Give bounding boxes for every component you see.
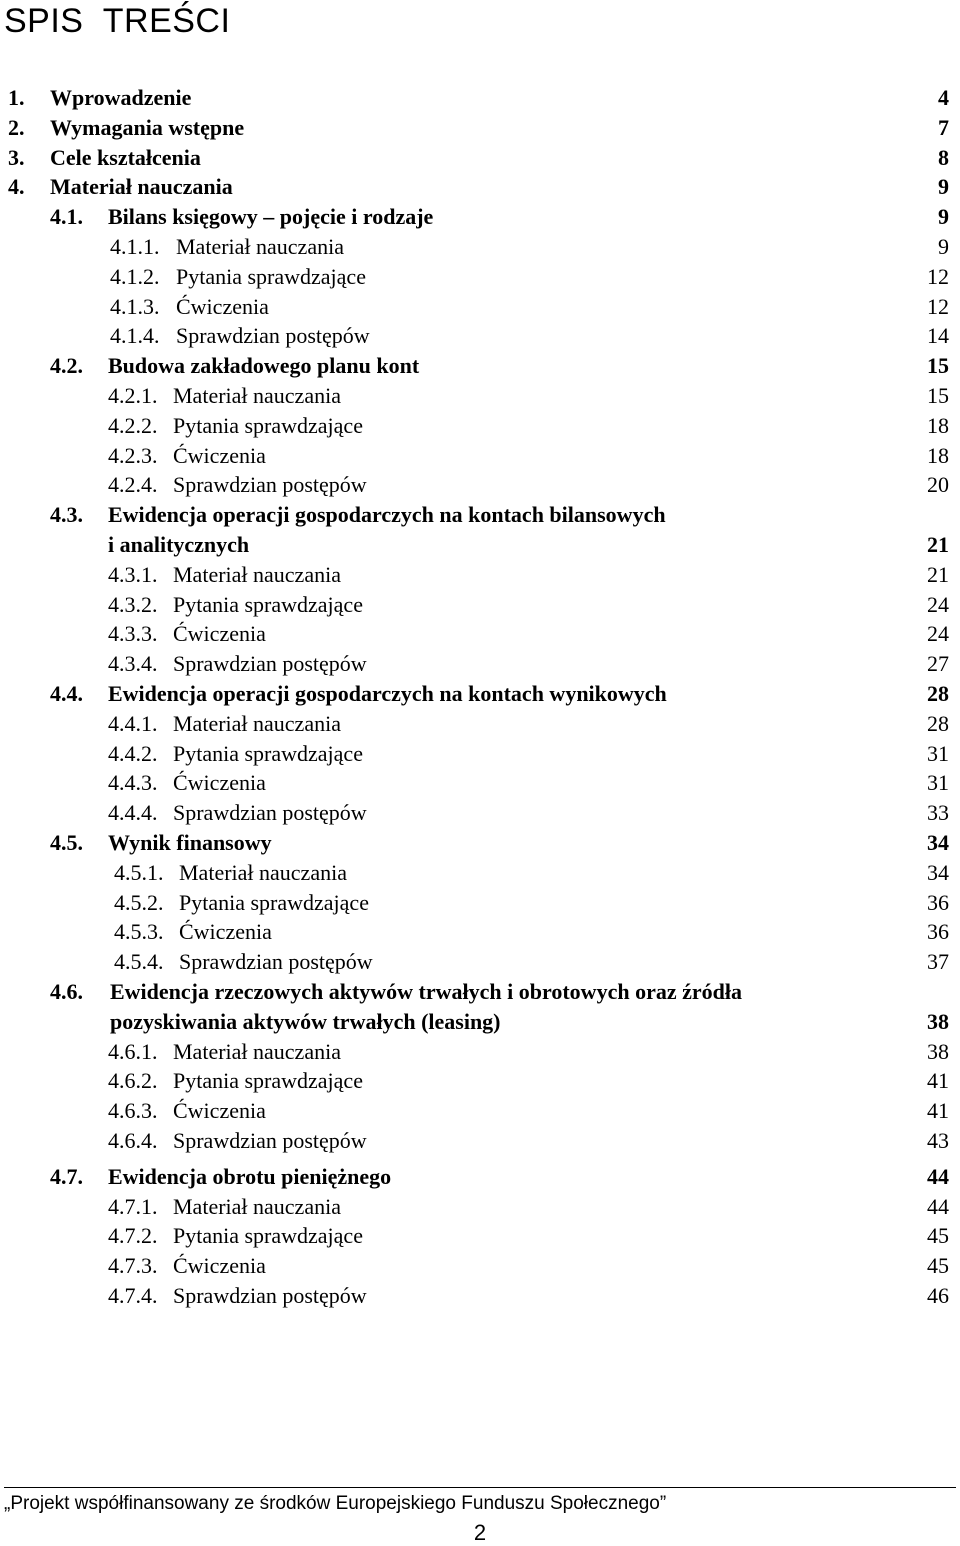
- toc-entry-title: Ćwiczenia: [173, 621, 266, 647]
- toc-entry: [0, 381, 960, 411]
- footer-divider: [4, 1487, 956, 1488]
- toc-entry: [0, 1007, 960, 1037]
- toc-entry-number: 2.: [8, 114, 25, 140]
- toc-entry: [0, 1251, 960, 1281]
- toc-entry-number: 4.7.2.: [108, 1223, 158, 1249]
- toc-entry: [0, 739, 960, 769]
- toc-entry: [0, 1221, 960, 1251]
- toc-entry-number: 4.1.4.: [110, 323, 160, 349]
- toc-entry-title: Ćwiczenia: [173, 442, 266, 468]
- toc-entry-page: 24: [927, 621, 949, 647]
- toc-entry: [0, 351, 960, 381]
- toc-entry-page: 41: [927, 1098, 949, 1124]
- toc-entry-title: Pytania sprawdzające: [176, 263, 366, 289]
- toc-entry: [0, 530, 960, 560]
- toc-entry: [0, 1037, 960, 1067]
- toc-entry-number: 4.4.: [50, 681, 83, 706]
- toc-entry: [0, 113, 960, 143]
- toc-entry-page: 31: [927, 770, 949, 796]
- toc-entry-page: 45: [927, 1223, 949, 1249]
- toc-entry: [0, 917, 960, 947]
- toc-entry-number: 4.1.: [50, 204, 83, 230]
- toc-entry-page: 36: [927, 919, 949, 945]
- toc-entry-title: Materiał nauczania: [173, 710, 341, 736]
- toc-entry-number: 4.7.4.: [108, 1283, 158, 1308]
- toc-entry: [0, 1126, 960, 1156]
- toc-entry-number: 4.5.1.: [114, 859, 164, 885]
- toc-entry-number: 4.5.: [50, 830, 83, 855]
- toc-entry-title: Ewidencja rzeczowych aktywów trwałych i obrotowych oraz źródła: [110, 979, 742, 1004]
- toc-entry: [0, 202, 960, 232]
- toc-entry-title: Materiał nauczania: [176, 234, 344, 259]
- toc-entry-title: Pytania sprawdzające: [173, 1223, 363, 1249]
- toc-entry-page: 34: [927, 859, 949, 885]
- toc-entry: [0, 768, 960, 798]
- toc-entry-number: 4.5.2.: [114, 889, 164, 915]
- toc-entry-number: 4.7.1.: [108, 1193, 158, 1219]
- toc-entry-title: i analitycznych: [108, 532, 250, 557]
- toc-entry-title: Sprawdzian postępów: [173, 651, 367, 677]
- toc-entry-page: 37: [927, 949, 949, 975]
- footer-text: „Projekt współfinansowany ze środków Europejskiego Funduszu Społecznego”: [4, 1493, 667, 1514]
- toc-entry-title: Sprawdzian postępów: [176, 323, 370, 349]
- toc-entry-number: 4.7.: [50, 1163, 83, 1189]
- toc-entry: [0, 262, 960, 292]
- toc-entry-page: 44: [927, 1163, 949, 1189]
- toc-entry-number: 4.4.3.: [108, 770, 158, 796]
- toc-entry: [0, 500, 960, 530]
- toc-entry-title: Budowa zakładowego planu kont: [108, 353, 420, 379]
- toc-entry: [0, 649, 960, 679]
- toc-entry-title: Materiał nauczania: [173, 1038, 341, 1064]
- toc-entry-number: 1.: [8, 85, 25, 110]
- toc-entry: [0, 560, 960, 590]
- toc-entry-page: 36: [927, 889, 949, 915]
- toc-entry-title: Sprawdzian postępów: [173, 472, 367, 498]
- toc-entry: [0, 1281, 960, 1311]
- toc-entry: [0, 709, 960, 739]
- toc-entry-number: 4.6.4.: [108, 1128, 158, 1153]
- toc-entry-page: 12: [927, 263, 949, 289]
- toc-entry-number: 4.1.2.: [110, 263, 160, 289]
- toc-entry: [0, 858, 960, 888]
- toc-entry-number: 4.1.3.: [110, 293, 160, 319]
- toc-entry-number: 4.6.2.: [108, 1068, 158, 1094]
- toc-entry-page: 24: [927, 591, 949, 617]
- toc-entry-title: Wymagania wstępne: [50, 114, 245, 140]
- toc-entry: [0, 798, 960, 828]
- toc-entry-title: Ćwiczenia: [173, 1253, 266, 1279]
- toc-entry-number: 4.2.1.: [108, 383, 158, 408]
- toc-entry: [0, 172, 960, 202]
- toc-entry-page: 31: [927, 740, 949, 766]
- toc-entry: [0, 619, 960, 649]
- toc-entry-page: 18: [927, 442, 949, 468]
- toc-entry-number: 4.6.3.: [108, 1098, 158, 1124]
- toc-entry-page: 14: [927, 323, 949, 349]
- toc-entry-page: 28: [927, 710, 949, 736]
- toc-entry-title: Ćwiczenia: [176, 293, 269, 319]
- page-title: SPIS TREŚCI: [4, 2, 231, 40]
- toc-entry-number: 4.7.3.: [108, 1253, 158, 1279]
- toc-entry-title: Sprawdzian postępów: [179, 949, 373, 975]
- toc-entry-title: Sprawdzian postępów: [173, 1128, 367, 1153]
- toc-entry: [0, 292, 960, 322]
- toc-entry-title: Materiał nauczania: [173, 1193, 341, 1219]
- toc-entry-title: Pytania sprawdzające: [173, 740, 363, 766]
- toc-entry-number: 4.2.3.: [108, 442, 158, 468]
- toc-entry-number: 4.6.: [50, 979, 83, 1004]
- toc-entry-page: 21: [927, 532, 949, 557]
- toc-entry-number: 4.3.1.: [108, 561, 158, 587]
- toc-entry-number: 4.3.2.: [108, 591, 158, 617]
- toc-entry-page: 43: [927, 1128, 949, 1153]
- toc-entry-title: Bilans księgowy – pojęcie i rodzaje: [108, 204, 434, 230]
- toc-entry-number: 4.1.1.: [110, 234, 160, 259]
- toc-entry: [0, 679, 960, 709]
- toc-entry-page: 15: [927, 383, 949, 408]
- toc-entry-title: Pytania sprawdzające: [179, 889, 369, 915]
- toc-entry-title: Ewidencja operacji gospodarczych na kontach bilansowych: [108, 502, 666, 528]
- toc-entry-number: 4.4.4.: [108, 800, 158, 826]
- toc-entry-page: 34: [927, 830, 949, 855]
- toc-entry: [0, 1192, 960, 1222]
- toc-entry: [0, 1096, 960, 1126]
- toc-entry: [0, 828, 960, 858]
- toc-entry-title: Wprowadzenie: [50, 85, 192, 110]
- toc-entry-title: Ewidencja operacji gospodarczych na kontach wynikowych: [108, 681, 667, 706]
- toc-entry-title: Cele kształcenia: [50, 144, 201, 170]
- toc-entry-number: 4.2.4.: [108, 472, 158, 498]
- toc-entry-page: 41: [927, 1068, 949, 1094]
- toc-entry-title: Materiał nauczania: [50, 174, 233, 200]
- toc-entry-title: Sprawdzian postępów: [173, 1283, 367, 1308]
- toc-entry-number: 4.: [8, 174, 25, 200]
- toc-entry-title: Materiał nauczania: [173, 383, 341, 408]
- toc-entry-title: Ćwiczenia: [179, 919, 272, 945]
- toc-entry: [0, 888, 960, 918]
- toc-entry: [0, 321, 960, 351]
- toc-entry-page: 45: [927, 1253, 949, 1279]
- toc-entry-title: Wynik finansowy: [108, 830, 272, 855]
- toc-entry-title: Pytania sprawdzające: [173, 591, 363, 617]
- toc-entry-page: 8: [938, 144, 949, 170]
- toc-entry-title: Materiał nauczania: [173, 561, 341, 587]
- toc-entry-number: 4.5.4.: [114, 949, 164, 975]
- toc-entry-page: 9: [938, 174, 949, 200]
- toc-entry-title: Materiał nauczania: [179, 859, 347, 885]
- toc-entry-number: 4.5.3.: [114, 919, 164, 945]
- toc-entry-title: Ćwiczenia: [173, 770, 266, 796]
- toc-entry-page: 46: [927, 1283, 949, 1308]
- toc-entry-page: 9: [938, 234, 949, 259]
- toc-entry: [0, 977, 960, 1007]
- toc-entry-page: 21: [927, 561, 949, 587]
- toc-entry-title: pozyskiwania aktywów trwałych (leasing): [110, 1008, 501, 1034]
- toc-entry: [0, 83, 960, 113]
- toc-entry: [0, 947, 960, 977]
- toc-entry: [0, 232, 960, 262]
- toc-entry-page: 38: [927, 1008, 949, 1034]
- page-number: 2: [473, 1520, 487, 1545]
- toc-entry-page: 27: [927, 651, 949, 677]
- toc-entry-number: 4.6.1.: [108, 1038, 158, 1064]
- toc-entry-page: 28: [927, 681, 949, 706]
- toc-entry-title: Pytania sprawdzające: [173, 1068, 363, 1094]
- toc-entry-number: 4.4.1.: [108, 710, 158, 736]
- toc-entry-number: 3.: [8, 144, 25, 170]
- toc-entry: [0, 411, 960, 441]
- toc-entry-number: 4.3.: [50, 502, 83, 528]
- toc-entry-page: 12: [927, 293, 949, 319]
- toc-entry-page: 33: [927, 800, 949, 826]
- toc-entry-number: 4.3.3.: [108, 621, 158, 647]
- toc-entry-page: 7: [938, 114, 949, 140]
- toc-entry-page: 9: [938, 204, 949, 230]
- toc-entry: [0, 470, 960, 500]
- toc-entry-number: 4.2.: [50, 353, 83, 379]
- toc-entry-number: 4.4.2.: [108, 740, 158, 766]
- toc-entry-page: 20: [927, 472, 949, 498]
- toc-entry-title: Pytania sprawdzające: [173, 412, 363, 438]
- toc-entry-title: Ewidencja obrotu pieniężnego: [108, 1163, 392, 1189]
- toc-entry-number: 4.3.4.: [108, 651, 158, 677]
- toc-entry: [0, 441, 960, 471]
- toc-entry: [0, 1066, 960, 1096]
- toc-entry: [0, 1162, 960, 1192]
- toc-entry-title: Ćwiczenia: [173, 1098, 266, 1124]
- toc-entry: [0, 143, 960, 173]
- toc-entry-page: 18: [927, 412, 949, 438]
- toc-entry-page: 38: [927, 1038, 949, 1064]
- toc-entry-page: 4: [938, 85, 949, 110]
- toc-entry: [0, 590, 960, 620]
- toc-entry-page: 15: [927, 353, 949, 379]
- toc-entry-title: Sprawdzian postępów: [173, 800, 367, 826]
- toc-entry-page: 44: [927, 1193, 949, 1219]
- toc-entry-number: 4.2.2.: [108, 412, 158, 438]
